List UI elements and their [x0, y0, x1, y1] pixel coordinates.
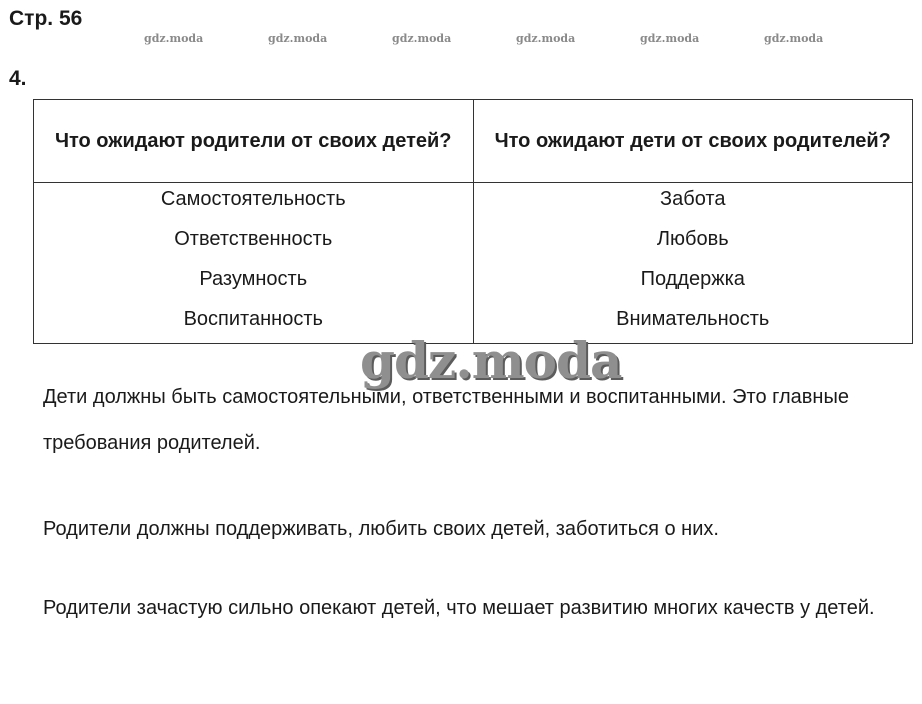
list-item: Ответственность — [174, 228, 333, 250]
list-item: Внимательность — [616, 308, 770, 330]
page-number-label: Стр. 56 — [9, 7, 83, 30]
watermark-row — [0, 31, 922, 47]
paragraph-1: Дети должны быть самостоятельными, ответственными и воспитанными. Это главные требования родителей. — [43, 386, 849, 454]
watermark-text: gdz.moda — [516, 32, 576, 45]
list-item: Самостоятельность — [160, 188, 346, 210]
list-item: Поддержка — [640, 268, 745, 290]
list-item: Воспитанность — [183, 308, 323, 330]
task-number: 4. — [9, 67, 27, 90]
watermark-text: gdz.moda — [392, 32, 452, 45]
watermark-text: gdz.moda — [144, 32, 204, 45]
list-item: Забота — [660, 188, 726, 210]
list-item: Любовь — [656, 228, 729, 250]
watermark-text: gdz.moda — [640, 32, 700, 45]
table-cell-children-expectations — [473, 183, 913, 344]
table-cell-parents-expectations — [34, 183, 474, 344]
table-row — [34, 183, 913, 344]
watermark-logo: gdz.moda — [360, 331, 622, 390]
list-item: Разумность — [199, 268, 308, 290]
watermark-text: gdz.moda — [268, 32, 328, 45]
watermark-text: gdz.moda — [764, 32, 824, 45]
table-header-row — [34, 100, 913, 183]
expectations-table — [33, 99, 913, 344]
table-header-parents: Что ожидают родители от своих детей? — [34, 100, 474, 183]
table-header-children: Что ожидают дети от своих родителей? — [473, 100, 913, 183]
paragraph-2: Родители должны поддерживать, любить своих детей, заботиться о них. — [43, 518, 719, 540]
paragraph-3: Родители зачастую сильно опекают детей, что мешает развитию многих качеств у детей. — [43, 597, 875, 619]
